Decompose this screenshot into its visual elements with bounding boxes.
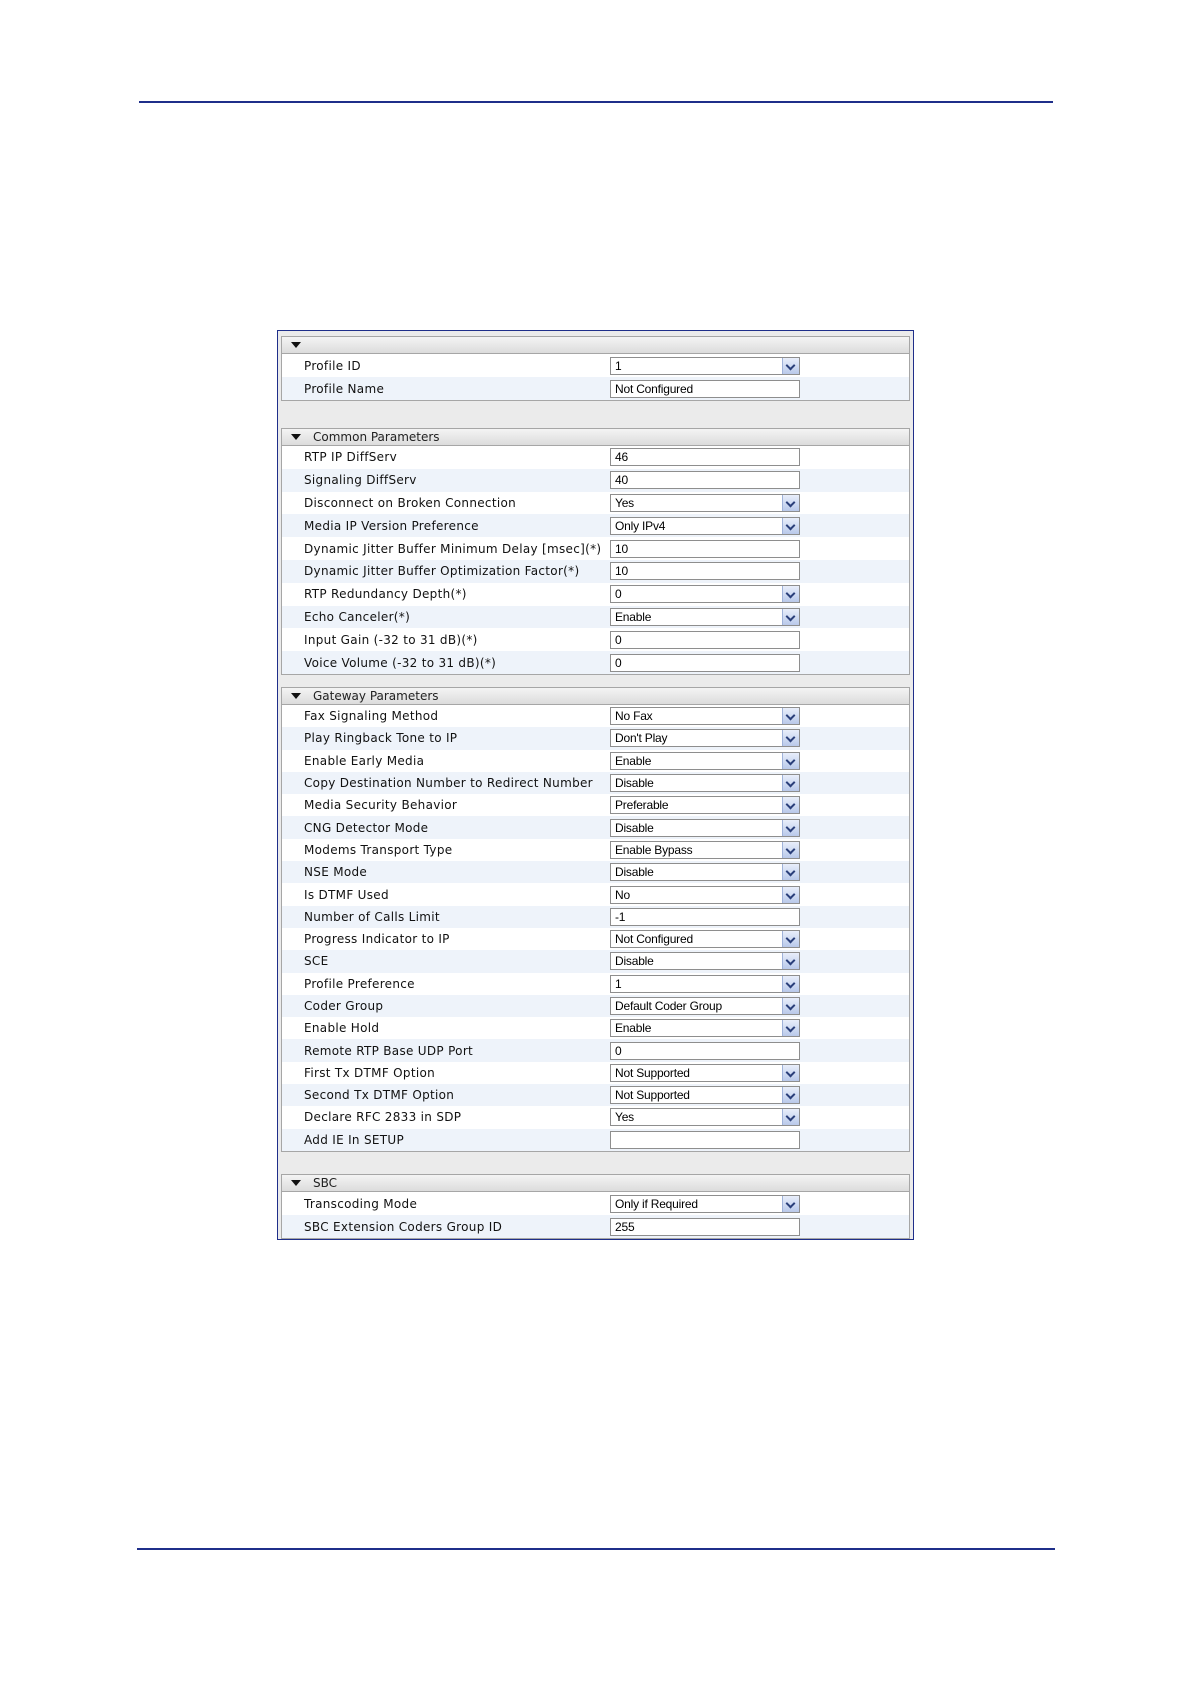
setting-row-dynamic-jitter-buffer-optimization-factor bbox=[282, 560, 909, 583]
setting-value: Not Configured bbox=[615, 381, 693, 396]
section-header[interactable] bbox=[282, 1175, 909, 1192]
setting-label: Copy Destination Number to Redirect Number bbox=[304, 776, 593, 791]
setting-row-copy-destination-number-to-redirect-number bbox=[282, 772, 909, 794]
setting-row-profile-id bbox=[282, 354, 909, 377]
setting-label: NSE Mode bbox=[304, 865, 368, 880]
setting-row-is-dtmf-used bbox=[282, 883, 909, 905]
setting-value: Yes bbox=[615, 1110, 634, 1125]
setting-select[interactable] bbox=[610, 796, 800, 814]
setting-label: Remote RTP Base UDP Port bbox=[304, 1043, 474, 1058]
setting-row-sbc-extension-coders-group-id bbox=[282, 1215, 909, 1238]
setting-select[interactable] bbox=[610, 752, 800, 770]
setting-label: Disconnect on Broken Connection bbox=[304, 495, 517, 510]
setting-row-transcoding-mode bbox=[282, 1192, 909, 1215]
section-title: Common Parameters bbox=[313, 430, 440, 444]
setting-select[interactable] bbox=[610, 1086, 800, 1104]
setting-value: No Fax bbox=[615, 709, 653, 724]
setting-input[interactable] bbox=[610, 540, 800, 558]
section-title: Gateway Parameters bbox=[313, 689, 439, 703]
collapse-arrow-icon[interactable] bbox=[291, 1180, 301, 1186]
setting-select[interactable] bbox=[610, 1019, 800, 1037]
setting-label: Media IP Version Preference bbox=[304, 518, 479, 533]
collapse-arrow-icon[interactable] bbox=[291, 342, 301, 348]
setting-value: Disable bbox=[615, 820, 654, 835]
setting-select[interactable] bbox=[610, 707, 800, 725]
header-rule bbox=[139, 101, 1053, 103]
setting-row-second-tx-dtmf-option bbox=[282, 1084, 909, 1106]
section-rows bbox=[282, 446, 909, 674]
setting-row-nse-mode bbox=[282, 861, 909, 883]
setting-row-media-ip-version-preference bbox=[282, 514, 909, 537]
setting-row-remote-rtp-base-udp-port bbox=[282, 1039, 909, 1061]
chevron-down-icon[interactable] bbox=[782, 1065, 799, 1081]
setting-value: Not Configured bbox=[615, 932, 693, 947]
profile-settings-panel bbox=[277, 330, 914, 1240]
setting-label: Echo Canceler(*) bbox=[304, 609, 411, 624]
section-profile bbox=[281, 336, 910, 401]
setting-row-cng-detector-mode bbox=[282, 816, 909, 838]
setting-label: Number of Calls Limit bbox=[304, 909, 440, 924]
chevron-down-icon[interactable] bbox=[782, 753, 799, 769]
setting-value: Enable bbox=[615, 609, 652, 624]
chevron-down-icon[interactable] bbox=[782, 708, 799, 724]
setting-label: SCE bbox=[304, 954, 329, 969]
setting-value: No bbox=[615, 887, 630, 902]
chevron-down-icon[interactable] bbox=[782, 1087, 799, 1103]
setting-label: Profile ID bbox=[304, 358, 361, 373]
footer-rule bbox=[137, 1548, 1055, 1550]
setting-input[interactable] bbox=[610, 1042, 800, 1060]
setting-row-sce bbox=[282, 950, 909, 972]
chevron-down-icon[interactable] bbox=[782, 797, 799, 813]
chevron-down-icon[interactable] bbox=[782, 864, 799, 880]
setting-value: 10 bbox=[615, 541, 628, 556]
chevron-down-icon[interactable] bbox=[782, 518, 799, 534]
setting-label: Add IE In SETUP bbox=[304, 1132, 404, 1147]
setting-value: 0 bbox=[615, 632, 622, 647]
chevron-down-icon[interactable] bbox=[782, 775, 799, 791]
setting-label: Profile Preference bbox=[304, 976, 415, 991]
setting-label: Media Security Behavior bbox=[304, 798, 458, 813]
setting-label: RTP Redundancy Depth(*) bbox=[304, 587, 467, 602]
chevron-down-icon[interactable] bbox=[782, 495, 799, 511]
section-rows bbox=[282, 1192, 909, 1238]
chevron-down-icon[interactable] bbox=[782, 887, 799, 903]
setting-value: Disable bbox=[615, 865, 654, 880]
collapse-arrow-icon[interactable] bbox=[291, 693, 301, 699]
setting-select[interactable] bbox=[610, 1195, 800, 1213]
setting-row-number-of-calls-limit bbox=[282, 906, 909, 928]
setting-value: Only if Required bbox=[615, 1196, 698, 1211]
setting-select[interactable] bbox=[610, 886, 800, 904]
setting-row-fax-signaling-method bbox=[282, 705, 909, 727]
setting-select[interactable] bbox=[610, 930, 800, 948]
setting-value: 40 bbox=[615, 473, 628, 488]
chevron-down-icon[interactable] bbox=[782, 609, 799, 625]
setting-input[interactable] bbox=[610, 908, 800, 926]
setting-select[interactable] bbox=[610, 729, 800, 747]
setting-row-echo-canceler bbox=[282, 606, 909, 629]
chevron-down-icon[interactable] bbox=[782, 820, 799, 836]
setting-label: Transcoding Mode bbox=[304, 1196, 418, 1211]
section-rows bbox=[282, 705, 909, 1151]
setting-value: Only IPv4 bbox=[615, 518, 666, 533]
chevron-down-icon[interactable] bbox=[782, 730, 799, 746]
chevron-down-icon[interactable] bbox=[782, 976, 799, 992]
chevron-down-icon[interactable] bbox=[782, 931, 799, 947]
section-sbc bbox=[281, 1174, 910, 1239]
chevron-down-icon[interactable] bbox=[782, 586, 799, 602]
section-title: SBC bbox=[313, 1176, 338, 1190]
setting-label: Coder Group bbox=[304, 999, 384, 1013]
setting-input[interactable] bbox=[610, 448, 800, 466]
setting-input[interactable] bbox=[610, 631, 800, 649]
setting-label: Profile Name bbox=[304, 381, 385, 396]
section-header[interactable] bbox=[282, 337, 909, 354]
setting-label: First Tx DTMF Option bbox=[304, 1065, 436, 1080]
setting-label: Play Ringback Tone to IP bbox=[304, 731, 458, 746]
setting-select[interactable] bbox=[610, 997, 800, 1015]
setting-value: Yes bbox=[615, 495, 634, 510]
section-header[interactable] bbox=[282, 429, 909, 446]
setting-value: Enable bbox=[615, 753, 652, 768]
setting-select[interactable] bbox=[610, 863, 800, 881]
setting-value: 255 bbox=[615, 1219, 635, 1234]
setting-value: 0 bbox=[615, 655, 622, 670]
setting-value: Disable bbox=[615, 776, 654, 791]
setting-select[interactable] bbox=[610, 517, 800, 535]
setting-select[interactable] bbox=[610, 952, 800, 970]
collapse-arrow-icon[interactable] bbox=[291, 434, 301, 440]
setting-value: Not Supported bbox=[615, 1065, 690, 1080]
setting-value: 1 bbox=[615, 358, 622, 373]
setting-label: Declare RFC 2833 in SDP bbox=[304, 1110, 462, 1125]
setting-row-rtp-ip-diffserv bbox=[282, 446, 909, 469]
setting-select[interactable] bbox=[610, 494, 800, 512]
setting-row-media-security-behavior bbox=[282, 794, 909, 816]
setting-input[interactable] bbox=[610, 654, 800, 672]
setting-label: Is DTMF Used bbox=[304, 887, 389, 902]
setting-value: -1 bbox=[615, 909, 626, 924]
setting-row-disconnect-on-broken-connection bbox=[282, 492, 909, 515]
setting-input[interactable] bbox=[610, 562, 800, 580]
setting-select[interactable] bbox=[610, 357, 800, 375]
setting-label: Progress Indicator to IP bbox=[304, 932, 450, 947]
setting-select[interactable] bbox=[610, 1064, 800, 1082]
setting-label: Dynamic Jitter Buffer Minimum Delay [msec](*) bbox=[304, 541, 602, 556]
chevron-down-icon[interactable] bbox=[782, 358, 799, 374]
setting-value: Disable bbox=[615, 954, 654, 969]
setting-row-profile-name bbox=[282, 377, 909, 400]
chevron-down-icon[interactable] bbox=[782, 953, 799, 969]
setting-row-profile-preference bbox=[282, 973, 909, 995]
setting-label: CNG Detector Mode bbox=[304, 820, 429, 835]
setting-input[interactable] bbox=[610, 1131, 800, 1149]
setting-input[interactable] bbox=[610, 1218, 800, 1236]
setting-row-enable-hold bbox=[282, 1017, 909, 1039]
setting-value: 0 bbox=[615, 1043, 622, 1058]
chevron-down-icon[interactable] bbox=[782, 1196, 799, 1212]
setting-value: 10 bbox=[615, 564, 628, 579]
setting-select[interactable] bbox=[610, 774, 800, 792]
section-gateway-parameters bbox=[281, 687, 910, 1152]
setting-row-play-ringback-tone-to-ip bbox=[282, 727, 909, 749]
setting-select[interactable] bbox=[610, 1108, 800, 1126]
setting-label: SBC Extension Coders Group ID bbox=[304, 1219, 503, 1234]
setting-label: RTP IP DiffServ bbox=[304, 450, 397, 465]
setting-value: 0 bbox=[615, 587, 622, 602]
setting-label: Voice Volume (-32 to 31 dB)(*) bbox=[304, 655, 497, 670]
setting-value: Not Supported bbox=[615, 1088, 690, 1103]
section-rows bbox=[282, 354, 909, 400]
chevron-down-icon[interactable] bbox=[782, 1020, 799, 1036]
setting-label: Dynamic Jitter Buffer Optimization Factor(*) bbox=[304, 564, 580, 579]
setting-row-progress-indicator-to-ip bbox=[282, 928, 909, 950]
setting-select[interactable] bbox=[610, 819, 800, 837]
chevron-down-icon[interactable] bbox=[782, 842, 799, 858]
setting-select[interactable] bbox=[610, 975, 800, 993]
setting-label: Fax Signaling Method bbox=[304, 709, 439, 724]
section-header[interactable] bbox=[282, 688, 909, 705]
setting-row-signaling-diffserv bbox=[282, 469, 909, 492]
setting-label: Enable Hold bbox=[304, 1021, 380, 1036]
setting-select[interactable] bbox=[610, 841, 800, 859]
section-common-parameters bbox=[281, 428, 910, 675]
setting-value: Enable bbox=[615, 1021, 652, 1036]
setting-label: Second Tx DTMF Option bbox=[304, 1088, 455, 1103]
setting-label: Modems Transport Type bbox=[304, 842, 453, 857]
setting-value: Don't Play bbox=[615, 731, 668, 746]
setting-label: Signaling DiffServ bbox=[304, 473, 417, 488]
setting-value: Preferable bbox=[615, 798, 669, 813]
setting-row-modems-transport-type bbox=[282, 839, 909, 861]
setting-row-dynamic-jitter-buffer-minimum-delay-msec bbox=[282, 537, 909, 560]
setting-select[interactable] bbox=[610, 585, 800, 603]
setting-value: 46 bbox=[615, 450, 628, 465]
setting-label: Input Gain (-32 to 31 dB)(*) bbox=[304, 632, 478, 647]
setting-row-input-gain-32-to-31-db bbox=[282, 628, 909, 651]
setting-value: 1 bbox=[615, 976, 622, 991]
setting-row-declare-rfc-2833-in-sdp bbox=[282, 1106, 909, 1128]
setting-row-rtp-redundancy-depth bbox=[282, 583, 909, 606]
setting-value: Enable Bypass bbox=[615, 842, 693, 857]
setting-row-enable-early-media bbox=[282, 750, 909, 772]
setting-input[interactable] bbox=[610, 471, 800, 489]
setting-row-first-tx-dtmf-option bbox=[282, 1062, 909, 1084]
setting-row-coder-group bbox=[282, 995, 909, 1017]
setting-input[interactable] bbox=[610, 380, 800, 398]
chevron-down-icon[interactable] bbox=[782, 998, 799, 1014]
setting-value: Default Coder Group bbox=[615, 999, 722, 1013]
chevron-down-icon[interactable] bbox=[782, 1109, 799, 1125]
setting-row-add-ie-in-setup bbox=[282, 1129, 909, 1151]
setting-label: Enable Early Media bbox=[304, 753, 425, 768]
setting-row-voice-volume-32-to-31-db bbox=[282, 651, 909, 674]
setting-select[interactable] bbox=[610, 608, 800, 626]
